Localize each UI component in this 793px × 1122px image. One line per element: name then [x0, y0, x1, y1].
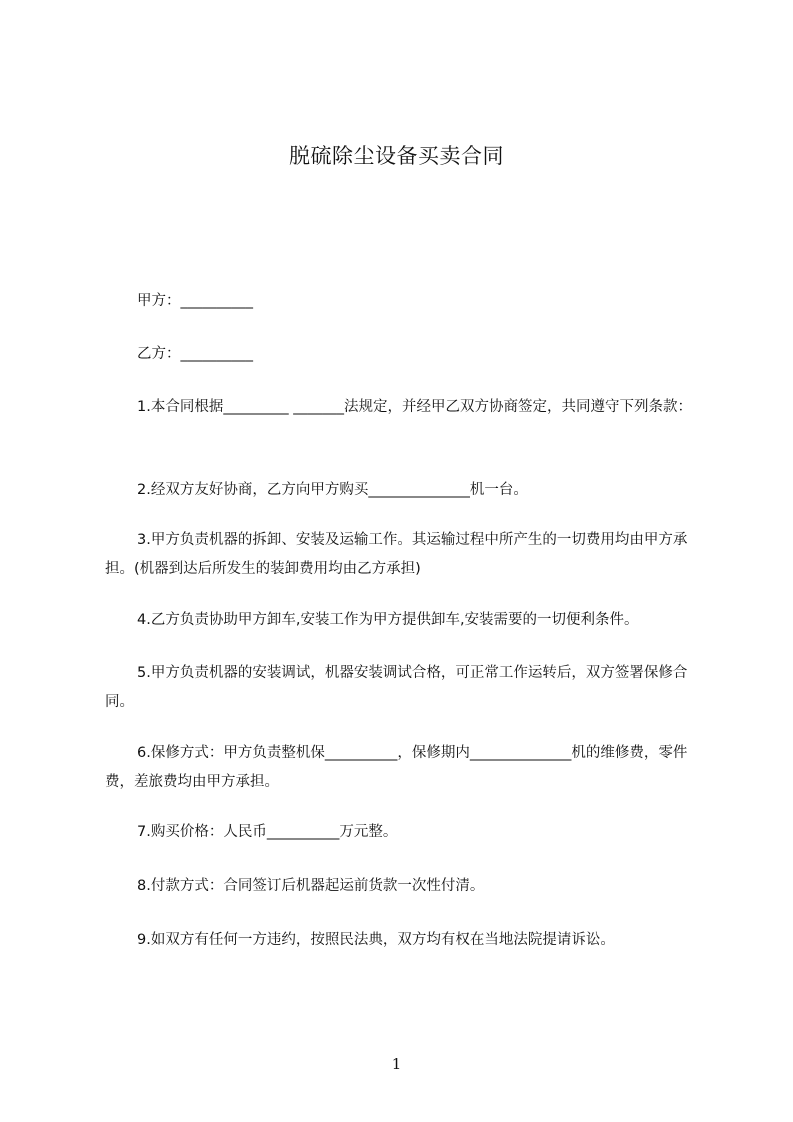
clause-9: [105, 926, 715, 955]
clause-1: [105, 393, 715, 422]
clause-1-text: 1.本合同根据_________ _______法规定，并经甲乙双方协商签定，共同遵守下列条款：: [137, 399, 692, 415]
clause-5: [105, 659, 715, 717]
document-title: 脱硫除尘设备买卖合同: [289, 144, 504, 168]
party-a-line: [105, 287, 715, 316]
clause-7: [105, 818, 715, 847]
clause-2: [105, 476, 715, 505]
clause-3: [105, 526, 715, 584]
party-b-line: [105, 340, 715, 369]
clause-6: [105, 739, 715, 797]
clause-4-text: 4.乙方负责协助甲方卸车,安装工作为甲方提供卸车,安装需要的一切便利条件。: [137, 612, 639, 628]
clause-2-text: 2.经双方友好协商，乙方向甲方购买______________机一台。: [137, 482, 528, 498]
clause-5-text: 5.甲方负责机器的安装调试，机器安装调试合格，可正常工作运转后，双方签署保修合同。: [105, 665, 688, 710]
clause-6-text: 6.保修方式：甲方负责整机保__________，保修期内______________机的维修费，零件费，差旅费均由甲方承担。: [105, 745, 688, 790]
party-b-text: 乙方：__________: [137, 346, 253, 362]
clause-7-text: 7.购买价格：人民币__________万元整。: [137, 824, 398, 840]
clause-4: [105, 606, 715, 635]
clause-3-text: 3.甲方负责机器的拆卸、安装及运输工作。其运输过程中所产生的一切费用均由甲方承担。(机器到达后所发生的装卸费用均由乙方承担): [105, 532, 688, 577]
clause-9-text: 9.如双方有任何一方违约，按照民法典，双方均有权在当地法院提请诉讼。: [137, 932, 615, 948]
clause-8: [105, 872, 715, 901]
clause-8-text: 8.付款方式：合同签订后机器起运前货款一次性付清。: [137, 878, 485, 894]
page-number: 1: [391, 1055, 402, 1073]
party-a-text: 甲方：__________: [137, 293, 253, 309]
